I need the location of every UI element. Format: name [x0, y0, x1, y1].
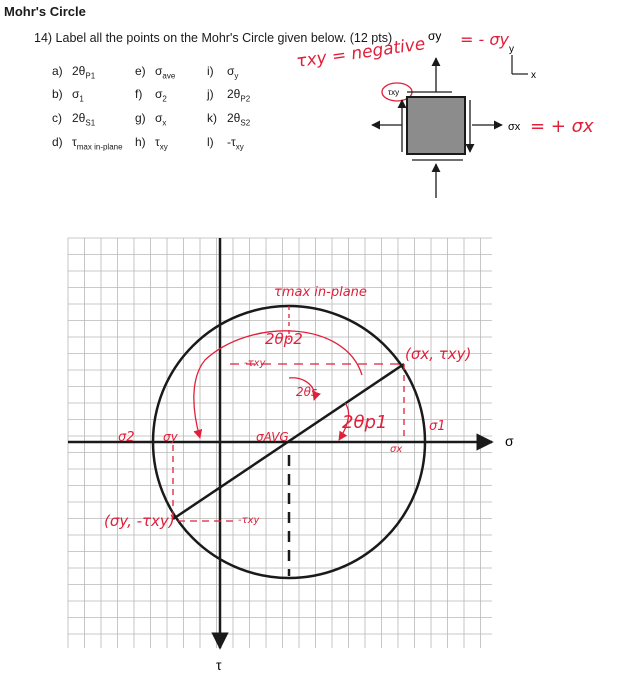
hw-two-theta-s: 2θs — [296, 385, 318, 399]
stress-element — [372, 55, 528, 198]
item-subscript: xy — [235, 142, 244, 152]
item-subscript: P2 — [240, 94, 251, 104]
item-subscript: xy — [159, 142, 168, 152]
item-letter: l) — [207, 135, 214, 149]
item-symbol: σ — [155, 64, 163, 78]
item-symbol: τ — [155, 135, 160, 149]
question-text: 14) Label all the points on the Mohr's Circle given below. (12 pts) — [34, 31, 393, 45]
item-letter: h) — [135, 135, 146, 149]
item-letter: c) — [52, 111, 62, 125]
item-letter: b) — [52, 87, 63, 101]
hw-point-y: (σy, -τxy) — [104, 512, 175, 530]
item-symbol: -τ — [227, 135, 236, 149]
item-symbol: 2θ — [72, 111, 86, 125]
item-subscript: x — [162, 118, 167, 128]
hw-sigma-x-eq: = + σx — [530, 116, 594, 137]
item-symbol: τ — [72, 135, 77, 149]
item-symbol: σ — [227, 64, 235, 78]
item-subscript: P1 — [85, 71, 96, 81]
hw-sigma-x: σx — [390, 444, 403, 455]
item-letter: a) — [52, 64, 63, 78]
item-letter: f) — [135, 87, 143, 101]
item-subscript: 1 — [79, 94, 84, 104]
hw-neg-txy-top: -τxy — [244, 358, 266, 369]
hw-tmax-in-plane: τmax in-plane — [274, 285, 367, 300]
item-letter: d) — [52, 135, 63, 149]
hw-two-theta-p1: 2θp1 — [342, 412, 388, 433]
item-letter: e) — [135, 64, 146, 78]
element-axis-x: x — [531, 70, 536, 81]
hw-two-theta-p2: 2θp2 — [265, 330, 303, 348]
element-axis-y: y — [509, 44, 514, 55]
hw-sigma-avg: σAVG — [256, 430, 289, 444]
hw-sigma-2: σ2 — [118, 430, 135, 445]
item-symbol: 2θ — [227, 87, 241, 101]
element-square — [407, 97, 465, 154]
page-title: Mohr's Circle — [4, 4, 86, 19]
item-subscript: 2 — [162, 94, 167, 104]
item-symbol: 2θ — [227, 111, 241, 125]
item-subscript: S2 — [240, 118, 251, 128]
item-subscript: ave — [162, 71, 176, 81]
element-tau-xy: τxy — [388, 88, 400, 97]
item-symbol: σ — [72, 87, 80, 101]
item-letter: j) — [207, 87, 214, 101]
item-letter: g) — [135, 111, 146, 125]
item-subscript: y — [234, 71, 239, 81]
item-subscript: max in-plane — [76, 142, 123, 152]
hw-sigma-y: σy — [163, 430, 178, 444]
item-symbol: σ — [155, 111, 163, 125]
item-letter: k) — [207, 111, 217, 125]
item-symbol: σ — [155, 87, 163, 101]
item-symbol: 2θ — [72, 64, 86, 78]
element-sigma-x: σx — [508, 121, 521, 133]
sigma-axis-label: σ — [505, 433, 514, 449]
hw-neg-txy-bottom: -τxy — [238, 515, 260, 526]
item-subscript: S1 — [85, 118, 96, 128]
element-sigma-y: σy — [428, 29, 442, 43]
hw-point-x: (σx, τxy) — [405, 345, 472, 363]
item-letter: i) — [207, 64, 214, 78]
hw-sigma-1: σ1 — [429, 419, 446, 434]
hw-txy-negative: τxy = negative — [295, 34, 427, 72]
hw-sigma-y-eq: = - σy — [460, 30, 509, 49]
tau-axis-label: τ — [216, 657, 222, 673]
